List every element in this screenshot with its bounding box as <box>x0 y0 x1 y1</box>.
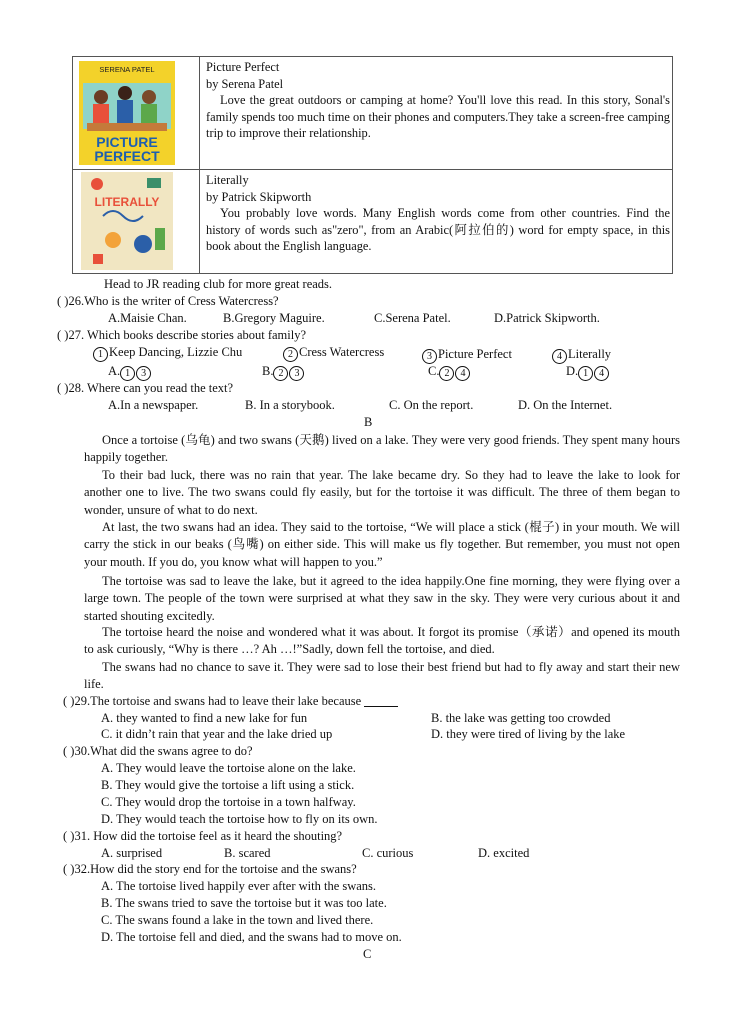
cover-title-line-2: PERFECT <box>94 148 160 164</box>
q31-option-d: D. excited <box>478 846 530 860</box>
q30-option-a: A. They would leave the tortoise alone on the lake. <box>101 761 356 775</box>
q28-option-c: C. On the report. <box>389 398 474 412</box>
q27-item-text: Picture Perfect <box>438 347 512 361</box>
q30-option-d: D. They would teach the tortoise how to fly on its own. <box>101 812 378 826</box>
q26-option-d: D.Patrick Skipworth. <box>494 311 600 325</box>
circled-number: 2 <box>439 366 454 381</box>
book-description: Love the great outdoors or camping at home? You'll love this read. In this story, Sonal's family spends too much time on their phones and computers.They take a screen-free camping trip to improve their relationship. <box>206 93 670 141</box>
section-b-heading: B <box>364 415 373 429</box>
q32-option-a: A. The tortoise lived happily ever after with the swans. <box>101 879 377 893</box>
q29-stem-text: ( )29.The tortoise and swans had to leave their lake because <box>63 694 362 708</box>
q28-stem: ( )28. Where can you read the text? <box>57 381 234 395</box>
q29-option-b: B. the lake was getting too crowded <box>431 711 611 725</box>
literally-cover-image <box>73 170 199 272</box>
book-cover-cell <box>73 170 200 274</box>
q27-item-4 <box>552 347 611 364</box>
circled-number: 1 <box>93 347 108 362</box>
passage-paragraph: The tortoise heard the noise and wondered what it was about. It forgot its promise（承诺）and opened its mouth to ask curiously, “Why is there …? Ah …!”Sadly, down fell the tortoise, and died. <box>84 625 680 657</box>
q30-option-c: C. They would drop the tortoise in a town halfway. <box>101 795 356 809</box>
q29-option-c: C. it didn’t rain that year and the lake dried up <box>101 727 333 741</box>
q27-item-text: Cress Watercress <box>299 345 385 359</box>
option-label: D. <box>566 364 579 378</box>
circled-number: 1 <box>120 366 135 381</box>
q26-option-a: A.Maisie Chan. <box>108 311 187 325</box>
q29-option-a: A. they wanted to find a new lake for fun <box>101 711 308 725</box>
book-title: Literally <box>206 173 249 187</box>
q27-item-2 <box>283 345 384 362</box>
q28-option-a: A.In a newspaper. <box>108 398 199 412</box>
book-description: You probably love words. Many English words come from other countries. Find the history of words such as"zero", from an Arabic(阿拉伯的) word for empty space, in this book about the English language. <box>206 206 670 254</box>
q26-stem: ( )26.Who is the writer of Cress Watercress? <box>57 294 279 308</box>
q31-option-c: C. curious <box>362 846 414 860</box>
circled-number: 1 <box>578 366 593 381</box>
q27-item-3 <box>422 347 512 364</box>
passage-paragraph: Once a tortoise (乌龟) and two swans (天鹅) lived on a lake. They were very good friends. They spent many hours happily together. <box>84 433 680 465</box>
circled-number: 3 <box>136 366 151 381</box>
q29-option-d: D. they were tired of living by the lake <box>431 727 626 741</box>
q27-option-c <box>428 364 471 381</box>
book-cover-cell <box>73 57 200 170</box>
section-c-heading: C <box>363 947 372 961</box>
book-title: Picture Perfect <box>206 60 280 74</box>
q27-item-text: Keep Dancing, Lizzie Chu <box>109 345 243 359</box>
picture-perfect-cover-image <box>73 57 199 168</box>
q32-option-d: D. The tortoise fell and died, and the swans had to move on. <box>101 930 402 944</box>
answer-blank <box>364 695 398 707</box>
q32-stem: ( )32.How did the story end for the tortoise and the swans? <box>63 862 357 876</box>
book-table <box>72 56 673 274</box>
cover-title: LITERALLY <box>94 195 160 209</box>
option-label: C. <box>428 364 440 378</box>
passage-paragraph: To their bad luck, there was no rain that year. The lake became dry. So they had to leave the lake to look for another one to live. The two swans could fly easily, but for the tortoise it was difficult. The three of them began to wonder, unsure of what to do next. <box>84 468 680 517</box>
cover-author-text: SERENA PATEL <box>99 65 155 74</box>
q31-stem: ( )31. How did the tortoise feel as it heard the shouting? <box>63 829 343 843</box>
q26-option-b: B.Gregory Maguire. <box>223 311 325 325</box>
circled-number: 3 <box>422 349 437 364</box>
book-description-cell <box>200 170 673 274</box>
q27-option-a <box>108 364 152 381</box>
q31-option-b: B. scared <box>224 846 271 860</box>
q27-option-d <box>566 364 610 381</box>
q30-stem: ( )30.What did the swans agree to do? <box>63 744 253 758</box>
book-author: by Patrick Skipworth <box>206 189 312 204</box>
q26-option-c: C.Serena Patel. <box>374 311 451 325</box>
club-line: Head to JR reading club for more great reads. <box>104 277 333 291</box>
q27-option-b <box>262 364 305 381</box>
q29-stem <box>63 694 398 709</box>
circled-number: 4 <box>552 349 567 364</box>
book-author: by Serena Patel <box>206 76 284 91</box>
q27-item-text: Literally <box>568 347 612 361</box>
circled-number: 2 <box>273 366 288 381</box>
q32-option-c: C. The swans found a lake in the town and lived there. <box>101 913 374 927</box>
q27-item-1 <box>93 345 242 362</box>
q28-option-b: B. In a storybook. <box>245 398 335 412</box>
circled-number: 3 <box>289 366 304 381</box>
option-label: A. <box>108 364 121 378</box>
q27-stem: ( )27. Which books describe stories about family? <box>57 328 307 342</box>
cover-title-line-1: PICTURE <box>96 134 158 150</box>
circled-number: 4 <box>594 366 609 381</box>
circled-number: 4 <box>455 366 470 381</box>
q32-option-b: B. The swans tried to save the tortoise but it was too late. <box>101 896 387 910</box>
passage-paragraph: The swans had no chance to save it. They were sad to lose their best friend but had to fly away and start their new life. <box>84 660 680 692</box>
q28-option-d: D. On the Internet. <box>518 398 613 412</box>
circled-number: 2 <box>283 347 298 362</box>
q30-option-b: B. They would give the tortoise a lift using a stick. <box>101 778 355 792</box>
passage-paragraph: The tortoise was sad to leave the lake, but it agreed to the idea happily.One fine morning, they were flying over a large town. The people of the town were surprised at what they saw in the sky. They were very curious about it and started shouting excitedly. <box>84 574 680 623</box>
option-label: B. <box>262 364 274 378</box>
passage-paragraph: At last, the two swans had an idea. They said to the tortoise, “We will place a stick (棍子) in your mouth. We will carry the stick in our beaks (鸟嘴) on either side. This will make us fly together. But remember, you must not open your mouth. If you do, you know what will happen to you.” <box>84 520 680 569</box>
q31-option-a: A. surprised <box>101 846 163 860</box>
book-description-cell <box>200 57 673 170</box>
